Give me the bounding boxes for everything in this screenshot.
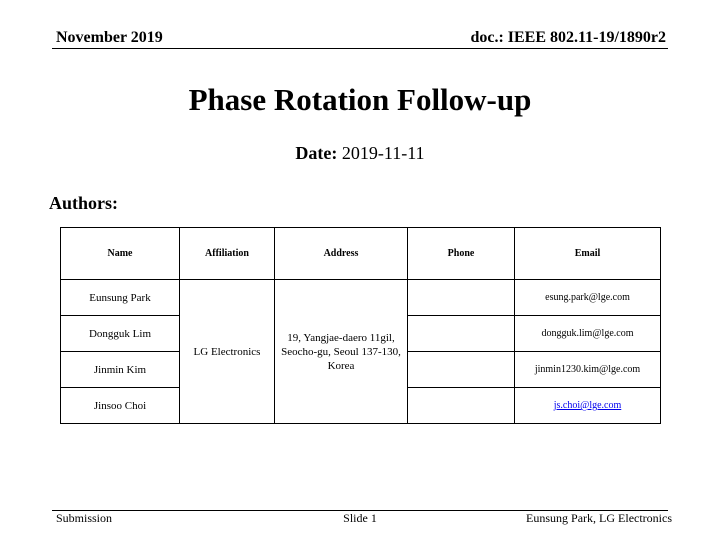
address-cell: 19, Yangjae-daero 11gil, Seocho-gu, Seoul 137-130, Korea	[275, 280, 408, 424]
phone-cell	[408, 280, 515, 316]
affiliation-cell: LG Electronics	[180, 280, 275, 424]
col-header-email: Email	[515, 228, 661, 280]
table-header-row	[61, 228, 661, 280]
phone-cell	[408, 388, 515, 424]
footer-author: Eunsung Park, LG Electronics	[526, 511, 672, 525]
date-label: Date:	[295, 143, 338, 163]
author-name: Eunsung Park	[61, 280, 180, 316]
header-date: November 2019	[56, 29, 163, 46]
date-value: 2019-11-11	[341, 143, 425, 163]
email-link[interactable]: js.choi@lge.com	[553, 400, 622, 411]
col-header-name: Name	[61, 228, 180, 280]
email-cell: esung.park@lge.com	[515, 280, 661, 316]
col-header-address: Address	[275, 228, 408, 280]
header-divider	[52, 48, 668, 49]
author-name: Jinsoo Choi	[61, 388, 180, 424]
col-header-phone: Phone	[408, 228, 515, 280]
col-header-affiliation: Affiliation	[180, 228, 275, 280]
author-name: Jinmin Kim	[61, 352, 180, 388]
email-cell	[515, 388, 661, 424]
slide-title: Phase Rotation Follow-up	[188, 82, 532, 117]
phone-cell	[408, 316, 515, 352]
email-cell: dongguk.lim@lge.com	[515, 316, 661, 352]
footer-slide-number: Slide 1	[343, 511, 377, 525]
authors-table	[60, 227, 661, 424]
authors-heading: Authors:	[49, 193, 119, 213]
date-line	[0, 143, 720, 164]
email-cell: jinmin1230.kim@lge.com	[515, 352, 661, 388]
header-doc-id: doc.: IEEE 802.11-19/1890r2	[470, 29, 666, 46]
phone-cell	[408, 352, 515, 388]
footer-submission: Submission	[56, 511, 113, 525]
author-name: Dongguk Lim	[61, 316, 180, 352]
table-row	[61, 280, 661, 316]
